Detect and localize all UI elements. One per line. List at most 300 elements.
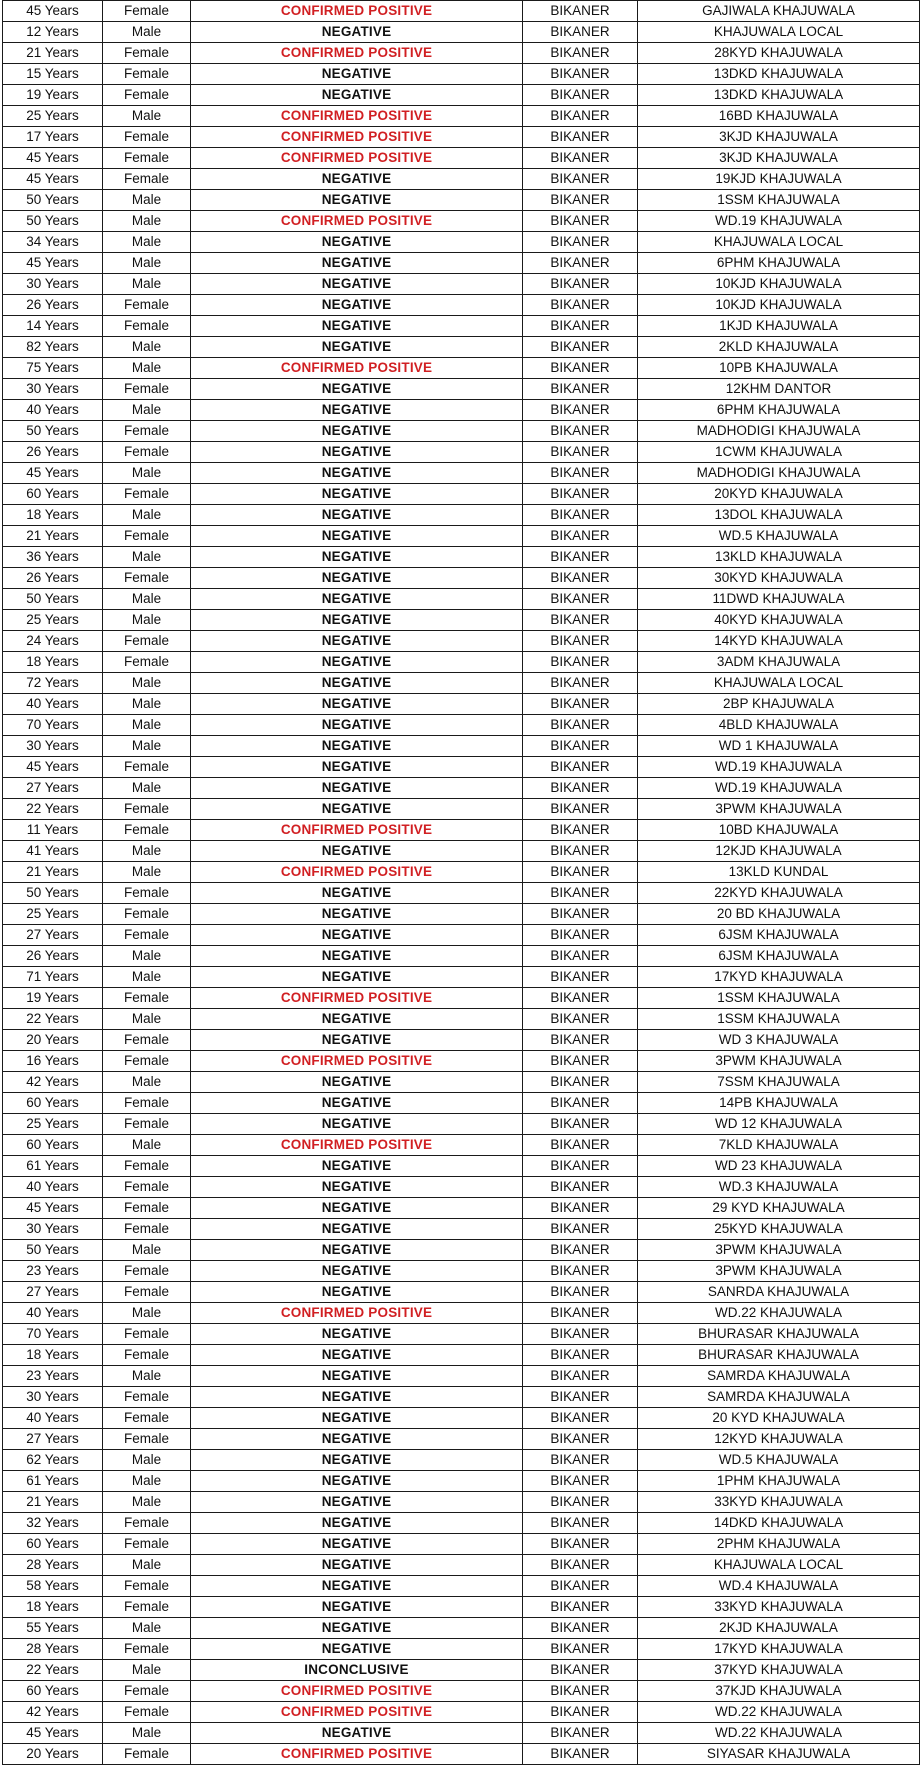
table-row [3,316,920,337]
address-cell: 13DOL KHAJUWALA [638,505,920,526]
address-cell: WD.19 KHAJUWALA [638,757,920,778]
gender-cell: Male [103,1555,191,1576]
age-cell: 50 Years [3,1240,103,1261]
table-row [3,106,920,127]
table-row [3,190,920,211]
address-cell: 3PWM KHAJUWALA [638,1051,920,1072]
gender-cell: Female [103,925,191,946]
address-cell: WD 3 KHAJUWALA [638,1030,920,1051]
table-row [3,64,920,85]
age-cell: 45 Years [3,1723,103,1744]
table-row [3,862,920,883]
result-cell: NEGATIVE [191,1387,523,1408]
table-row [3,169,920,190]
district-cell: BIKANER [523,799,638,820]
result-cell: NEGATIVE [191,1723,523,1744]
age-cell: 42 Years [3,1072,103,1093]
address-cell: MADHODIGI KHAJUWALA [638,421,920,442]
table-row [3,1051,920,1072]
gender-cell: Male [103,1660,191,1681]
gender-cell: Female [103,526,191,547]
result-cell: NEGATIVE [191,589,523,610]
gender-cell: Male [103,463,191,484]
age-cell: 21 Years [3,862,103,883]
gender-cell: Male [103,190,191,211]
district-cell: BIKANER [523,715,638,736]
gender-cell: Female [103,1219,191,1240]
table-row [3,400,920,421]
table-row [3,337,920,358]
district-cell: BIKANER [523,589,638,610]
age-cell: 70 Years [3,1324,103,1345]
district-cell: BIKANER [523,148,638,169]
address-cell: 10KJD KHAJUWALA [638,295,920,316]
gender-cell: Female [103,1,191,22]
district-cell: BIKANER [523,946,638,967]
gender-cell: Female [103,820,191,841]
gender-cell: Female [103,1639,191,1660]
table-row [3,1660,920,1681]
address-cell: 6PHM KHAJUWALA [638,400,920,421]
result-cell: CONFIRMED POSITIVE [191,358,523,379]
result-cell: NEGATIVE [191,1471,523,1492]
table-row [3,1261,920,1282]
table-row [3,442,920,463]
age-cell: 15 Years [3,64,103,85]
age-cell: 23 Years [3,1261,103,1282]
table-row [3,1198,920,1219]
district-cell: BIKANER [523,421,638,442]
age-cell: 17 Years [3,127,103,148]
gender-cell: Female [103,1030,191,1051]
table-row [3,1513,920,1534]
age-cell: 40 Years [3,1177,103,1198]
address-cell: 13KLD KHAJUWALA [638,547,920,568]
gender-cell: Female [103,169,191,190]
district-cell: BIKANER [523,85,638,106]
result-cell: NEGATIVE [191,295,523,316]
age-cell: 25 Years [3,610,103,631]
gender-cell: Male [103,547,191,568]
table-row [3,274,920,295]
district-cell: BIKANER [523,1534,638,1555]
table-row [3,589,920,610]
district-cell: BIKANER [523,316,638,337]
age-cell: 60 Years [3,1093,103,1114]
address-cell: KHAJUWALA LOCAL [638,673,920,694]
address-cell: SAMRDA KHAJUWALA [638,1387,920,1408]
district-cell: BIKANER [523,211,638,232]
result-cell: NEGATIVE [191,253,523,274]
gender-cell: Male [103,778,191,799]
gender-cell: Female [103,43,191,64]
district-cell: BIKANER [523,526,638,547]
address-cell: WD.22 KHAJUWALA [638,1303,920,1324]
result-cell: NEGATIVE [191,463,523,484]
age-cell: 22 Years [3,799,103,820]
table-row [3,85,920,106]
gender-cell: Male [103,862,191,883]
result-cell: NEGATIVE [191,1219,523,1240]
table-row [3,736,920,757]
age-cell: 24 Years [3,631,103,652]
district-cell: BIKANER [523,988,638,1009]
table-row [3,295,920,316]
district-cell: BIKANER [523,1261,638,1282]
address-cell: BHURASAR KHAJUWALA [638,1324,920,1345]
result-cell: CONFIRMED POSITIVE [191,862,523,883]
result-cell: NEGATIVE [191,421,523,442]
table-row [3,1009,920,1030]
table-row [3,778,920,799]
gender-cell: Male [103,1492,191,1513]
address-cell: 2KLD KHAJUWALA [638,337,920,358]
age-cell: 16 Years [3,1051,103,1072]
result-cell: NEGATIVE [191,1345,523,1366]
result-cell: CONFIRMED POSITIVE [191,148,523,169]
result-cell: NEGATIVE [191,1366,523,1387]
result-cell: NEGATIVE [191,568,523,589]
age-cell: 45 Years [3,757,103,778]
age-cell: 28 Years [3,1639,103,1660]
gender-cell: Male [103,1303,191,1324]
table-row [3,883,920,904]
gender-cell: Female [103,757,191,778]
district-cell: BIKANER [523,883,638,904]
address-cell: 20KYD KHAJUWALA [638,484,920,505]
result-cell: NEGATIVE [191,1408,523,1429]
table-row [3,526,920,547]
district-cell: BIKANER [523,1240,638,1261]
age-cell: 30 Years [3,1219,103,1240]
table-row [3,925,920,946]
district-cell: BIKANER [523,904,638,925]
age-cell: 40 Years [3,1408,103,1429]
age-cell: 61 Years [3,1156,103,1177]
address-cell: 7SSM KHAJUWALA [638,1072,920,1093]
district-cell: BIKANER [523,736,638,757]
age-cell: 50 Years [3,190,103,211]
gender-cell: Female [103,64,191,85]
gender-cell: Female [103,1681,191,1702]
table-row [3,757,920,778]
table-row [3,1492,920,1513]
address-cell: GAJIWALA KHAJUWALA [638,1,920,22]
age-cell: 45 Years [3,1,103,22]
address-cell: 1CWM KHAJUWALA [638,442,920,463]
result-cell: NEGATIVE [191,1282,523,1303]
gender-cell: Female [103,631,191,652]
table-row [3,505,920,526]
gender-cell: Female [103,1387,191,1408]
table-row [3,1156,920,1177]
table-row [3,1387,920,1408]
district-cell: BIKANER [523,1408,638,1429]
address-cell: 30KYD KHAJUWALA [638,568,920,589]
age-cell: 34 Years [3,232,103,253]
gender-cell: Female [103,484,191,505]
age-cell: 27 Years [3,925,103,946]
age-cell: 50 Years [3,211,103,232]
gender-cell: Female [103,904,191,925]
age-cell: 27 Years [3,1429,103,1450]
result-cell: NEGATIVE [191,1093,523,1114]
district-cell: BIKANER [523,841,638,862]
gender-cell: Male [103,1450,191,1471]
table-row [3,1576,920,1597]
address-cell: WD.5 KHAJUWALA [638,526,920,547]
address-cell: 1SSM KHAJUWALA [638,988,920,1009]
gender-cell: Female [103,127,191,148]
age-cell: 30 Years [3,736,103,757]
age-cell: 26 Years [3,442,103,463]
result-cell: NEGATIVE [191,1576,523,1597]
age-cell: 40 Years [3,400,103,421]
table-row [3,463,920,484]
gender-cell: Male [103,967,191,988]
address-cell: 28KYD KHAJUWALA [638,43,920,64]
age-cell: 50 Years [3,883,103,904]
age-cell: 45 Years [3,148,103,169]
district-cell: BIKANER [523,274,638,295]
address-cell: WD.4 KHAJUWALA [638,1576,920,1597]
age-cell: 72 Years [3,673,103,694]
district-cell: BIKANER [523,1219,638,1240]
table-row [3,946,920,967]
table-row [3,22,920,43]
result-cell: NEGATIVE [191,736,523,757]
address-cell: 7KLD KHAJUWALA [638,1135,920,1156]
district-cell: BIKANER [523,1660,638,1681]
gender-cell: Female [103,1534,191,1555]
age-cell: 30 Years [3,1387,103,1408]
address-cell: WD 23 KHAJUWALA [638,1156,920,1177]
age-cell: 36 Years [3,547,103,568]
gender-cell: Male [103,358,191,379]
gender-cell: Male [103,694,191,715]
district-cell: BIKANER [523,1618,638,1639]
result-cell: NEGATIVE [191,1177,523,1198]
district-cell: BIKANER [523,1135,638,1156]
table-row [3,379,920,400]
address-cell: BHURASAR KHAJUWALA [638,1345,920,1366]
age-cell: 20 Years [3,1030,103,1051]
address-cell: SIYASAR KHAJUWALA [638,1744,920,1765]
age-cell: 11 Years [3,820,103,841]
address-cell: 3PWM KHAJUWALA [638,1261,920,1282]
table-row [3,631,920,652]
result-cell: NEGATIVE [191,778,523,799]
gender-cell: Female [103,1345,191,1366]
result-cell: NEGATIVE [191,1450,523,1471]
result-cell: NEGATIVE [191,715,523,736]
gender-cell: Female [103,1198,191,1219]
district-cell: BIKANER [523,106,638,127]
gender-cell: Female [103,1597,191,1618]
age-cell: 50 Years [3,421,103,442]
age-cell: 45 Years [3,253,103,274]
district-cell: BIKANER [523,169,638,190]
address-cell: 3KJD KHAJUWALA [638,127,920,148]
address-cell: MADHODIGI KHAJUWALA [638,463,920,484]
age-cell: 18 Years [3,505,103,526]
gender-cell: Male [103,1723,191,1744]
age-cell: 25 Years [3,106,103,127]
district-cell: BIKANER [523,610,638,631]
results-table [2,0,920,1765]
district-cell: BIKANER [523,442,638,463]
address-cell: 16BD KHAJUWALA [638,106,920,127]
table-row [3,820,920,841]
address-cell: 17KYD KHAJUWALA [638,967,920,988]
result-cell: NEGATIVE [191,337,523,358]
table-row [3,1744,920,1765]
result-cell: CONFIRMED POSITIVE [191,106,523,127]
table-row [3,1429,920,1450]
gender-cell: Male [103,211,191,232]
gender-cell: Female [103,379,191,400]
result-cell: NEGATIVE [191,1009,523,1030]
district-cell: BIKANER [523,1177,638,1198]
result-cell: CONFIRMED POSITIVE [191,1303,523,1324]
result-cell: NEGATIVE [191,925,523,946]
result-cell: NEGATIVE [191,547,523,568]
age-cell: 27 Years [3,1282,103,1303]
gender-cell: Male [103,232,191,253]
result-cell: NEGATIVE [191,85,523,106]
result-cell: NEGATIVE [191,190,523,211]
table-row [3,1324,920,1345]
address-cell: 13DKD KHAJUWALA [638,85,920,106]
district-cell: BIKANER [523,652,638,673]
gender-cell: Male [103,274,191,295]
table-row [3,841,920,862]
address-cell: WD.19 KHAJUWALA [638,778,920,799]
table-row [3,799,920,820]
gender-cell: Male [103,946,191,967]
table-row [3,652,920,673]
gender-cell: Male [103,337,191,358]
address-cell: WD 12 KHAJUWALA [638,1114,920,1135]
district-cell: BIKANER [523,379,638,400]
district-cell: BIKANER [523,484,638,505]
address-cell: 40KYD KHAJUWALA [638,610,920,631]
gender-cell: Male [103,253,191,274]
age-cell: 50 Years [3,589,103,610]
gender-cell: Female [103,1051,191,1072]
result-cell: NEGATIVE [191,694,523,715]
table-row [3,1114,920,1135]
result-cell: NEGATIVE [191,1639,523,1660]
age-cell: 26 Years [3,568,103,589]
table-row [3,715,920,736]
gender-cell: Female [103,1156,191,1177]
age-cell: 22 Years [3,1660,103,1681]
table-row [3,43,920,64]
age-cell: 41 Years [3,841,103,862]
address-cell: 20 KYD KHAJUWALA [638,1408,920,1429]
table-row [3,1534,920,1555]
gender-cell: Female [103,1702,191,1723]
district-cell: BIKANER [523,1324,638,1345]
table-row [3,484,920,505]
table-row [3,232,920,253]
district-cell: BIKANER [523,1072,638,1093]
gender-cell: Female [103,1429,191,1450]
district-cell: BIKANER [523,631,638,652]
address-cell: 10PB KHAJUWALA [638,358,920,379]
result-cell: NEGATIVE [191,1534,523,1555]
age-cell: 19 Years [3,85,103,106]
address-cell: WD 1 KHAJUWALA [638,736,920,757]
result-cell: NEGATIVE [191,1492,523,1513]
result-cell: NEGATIVE [191,316,523,337]
table-row [3,1618,920,1639]
table-row [3,1723,920,1744]
gender-cell: Female [103,1282,191,1303]
district-cell: BIKANER [523,1723,638,1744]
age-cell: 22 Years [3,1009,103,1030]
table-row [3,148,920,169]
district-cell: BIKANER [523,1492,638,1513]
age-cell: 60 Years [3,1534,103,1555]
result-cell: INCONCLUSIVE [191,1660,523,1681]
table-row [3,127,920,148]
result-cell: NEGATIVE [191,1261,523,1282]
table-row [3,988,920,1009]
age-cell: 30 Years [3,274,103,295]
table-row [3,610,920,631]
age-cell: 42 Years [3,1702,103,1723]
result-cell: NEGATIVE [191,1597,523,1618]
gender-cell: Female [103,799,191,820]
result-cell: NEGATIVE [191,379,523,400]
district-cell: BIKANER [523,673,638,694]
age-cell: 19 Years [3,988,103,1009]
district-cell: BIKANER [523,1093,638,1114]
result-cell: CONFIRMED POSITIVE [191,1702,523,1723]
address-cell: 4BLD KHAJUWALA [638,715,920,736]
district-cell: BIKANER [523,1366,638,1387]
result-cell: NEGATIVE [191,274,523,295]
table-row [3,1471,920,1492]
address-cell: KHAJUWALA LOCAL [638,1555,920,1576]
age-cell: 60 Years [3,484,103,505]
address-cell: 14DKD KHAJUWALA [638,1513,920,1534]
result-cell: NEGATIVE [191,904,523,925]
result-cell: CONFIRMED POSITIVE [191,211,523,232]
table-row [3,694,920,715]
gender-cell: Female [103,421,191,442]
district-cell: BIKANER [523,400,638,421]
table-row [3,1135,920,1156]
result-cell: NEGATIVE [191,946,523,967]
address-cell: WD.19 KHAJUWALA [638,211,920,232]
table-row [3,1240,920,1261]
district-cell: BIKANER [523,1429,638,1450]
age-cell: 40 Years [3,1303,103,1324]
gender-cell: Male [103,610,191,631]
table-row [3,568,920,589]
age-cell: 21 Years [3,526,103,547]
result-cell: NEGATIVE [191,22,523,43]
gender-cell: Male [103,1471,191,1492]
district-cell: BIKANER [523,757,638,778]
gender-cell: Female [103,316,191,337]
result-cell: NEGATIVE [191,673,523,694]
age-cell: 55 Years [3,1618,103,1639]
table-row [3,1597,920,1618]
